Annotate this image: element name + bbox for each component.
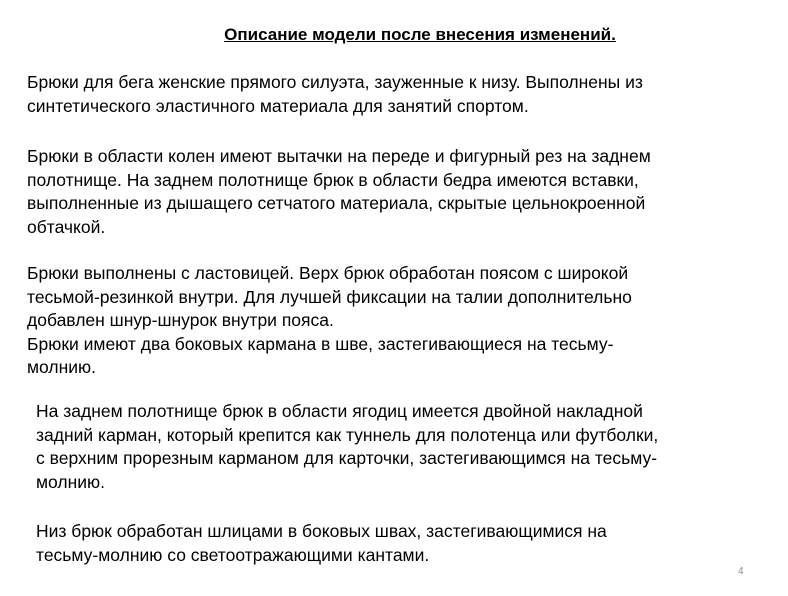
- paragraph-waistband-pockets: Брюки выполнены с ластовицей. Верх брюк обработан поясом с широкой тесьмой-резинкой внутри. Для лучшей фиксации на талии дополнительно добавлен шнур-шнурок внутри пояса. Брюки имеют два боковых кармана в шве, застегивающиеся на тесьму- молнию.: [27, 263, 632, 377]
- page-title: Описание модели после внесения изменений.: [224, 25, 616, 44]
- paragraph-hem-slits: Низ брюк обработан шлицами в боковых швах, застегивающимися на тесьму-молнию со светоотражающими кантами.: [36, 521, 607, 565]
- paragraph-knees-inserts: Брюки в области колен имеют вытачки на переде и фигурный рез на заднем полотнище. На заднем полотнище брюк в области бедра имеются вставки, выполненные из дышащего сетчатого материала, скрытые цельнокроенной обтачкой.: [27, 146, 651, 237]
- page-number: 4: [738, 566, 744, 577]
- paragraph-silhouette: Брюки для бега женские прямого силуэта, зауженные к низу. Выполнены из синтетического эластичного материала для занятий спортом.: [27, 72, 643, 116]
- paragraph-back-pocket: На заднем полотнище брюк в области ягодиц имеется двойной накладной задний карман, который крепится как туннель для полотенца или футболки, с верхним прорезным карманом для карточки, застегивающимся на тесьму- молнию.: [36, 401, 659, 492]
